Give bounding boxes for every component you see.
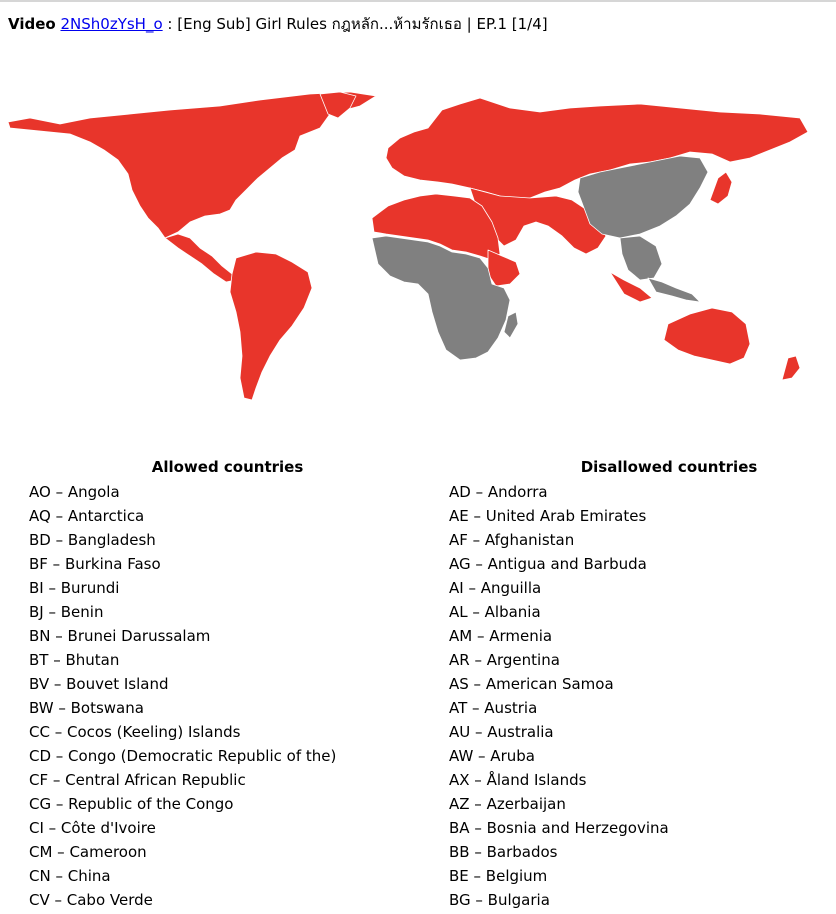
disallowed-country-item: BA – Bosnia and Herzegovina (449, 819, 669, 837)
indochina-region (620, 236, 662, 280)
allowed-countries-heading: Allowed countries (151, 458, 304, 476)
disallowed-country-item: BG – Bulgaria (449, 891, 550, 909)
allowed-country-item: CC – Cocos (Keeling) Islands (29, 723, 241, 741)
allowed-country-item: CG – Republic of the Congo (29, 795, 234, 813)
disallowed-countries-section (449, 458, 829, 914)
disallowed-country-item: AT – Austria (449, 699, 538, 717)
disallowed-country-item: AG – Antigua and Barbuda (449, 555, 647, 573)
central-america-region (165, 234, 236, 282)
allowed-country-item: CV – Cabo Verde (29, 891, 153, 909)
disallowed-country-item: AX – Åland Islands (449, 771, 587, 789)
allowed-countries-list (29, 482, 429, 914)
south-america-region (230, 252, 312, 400)
allowed-country-item: BT – Bhutan (29, 651, 120, 669)
disallowed-country-item: AE – United Arab Emirates (449, 507, 647, 525)
north-america-region (8, 92, 376, 238)
allowed-country-item: CI – Côte d'Ivoire (29, 819, 156, 837)
disallowed-country-item: AL – Albania (449, 603, 541, 621)
video-title: : [Eng Sub] Girl Rules กฎหลัก...ห้ามรักเธอ | EP.1 [1/4] (167, 15, 548, 33)
disallowed-country-item: AM – Armenia (449, 627, 553, 645)
disallowed-country-item: AR – Argentina (449, 651, 560, 669)
horn-africa-region (488, 250, 520, 286)
allowed-country-item: BJ – Benin (29, 603, 104, 621)
disallowed-country-item: AI – Anguilla (449, 579, 542, 597)
disallowed-country-item: BE – Belgium (449, 867, 548, 885)
allowed-country-item: BW – Botswana (29, 699, 144, 717)
allowed-country-item: BN – Brunei Darussalam (29, 627, 211, 645)
disallowed-countries-list (449, 482, 829, 914)
disallowed-country-item: AZ – Azerbaijan (449, 795, 566, 813)
allowed-countries-section (29, 458, 429, 914)
disallowed-country-item: AF – Afghanistan (449, 531, 575, 549)
allowed-country-item: CF – Central African Republic (29, 771, 246, 789)
allowed-country-item: BV – Bouvet Island (29, 675, 169, 693)
allowed-country-item: AQ – Antarctica (29, 507, 145, 525)
disallowed-country-item: AD – Andorra (449, 483, 548, 501)
allowed-country-item: CN – China (29, 867, 111, 885)
video-label: Video (8, 15, 56, 33)
allowed-country-item: BD – Bangladesh (29, 531, 156, 549)
top-divider (0, 0, 836, 2)
disallowed-country-item: AU – Australia (449, 723, 554, 741)
allowed-country-item: BI – Burundi (29, 579, 120, 597)
disallowed-country-item: AW – Aruba (449, 747, 535, 765)
australia-region (664, 308, 750, 364)
allowed-country-item: AO – Angola (29, 483, 120, 501)
disallowed-countries-heading: Disallowed countries (580, 458, 758, 476)
allowed-country-item: BF – Burkina Faso (29, 555, 161, 573)
disallowed-country-item: BB – Barbados (449, 843, 558, 861)
japan-region (710, 172, 732, 204)
video-header (8, 12, 548, 36)
allowed-country-item: CM – Cameroon (29, 843, 147, 861)
indonesia-region (648, 278, 700, 302)
video-id-link[interactable]: 2NSh0zYsH_o (60, 15, 163, 33)
world-map (0, 88, 836, 408)
new-zealand-region (782, 356, 800, 380)
allowed-country-item: CD – Congo (Democratic Republic of the) (29, 747, 337, 765)
disallowed-country-item: AS – American Samoa (449, 675, 614, 693)
